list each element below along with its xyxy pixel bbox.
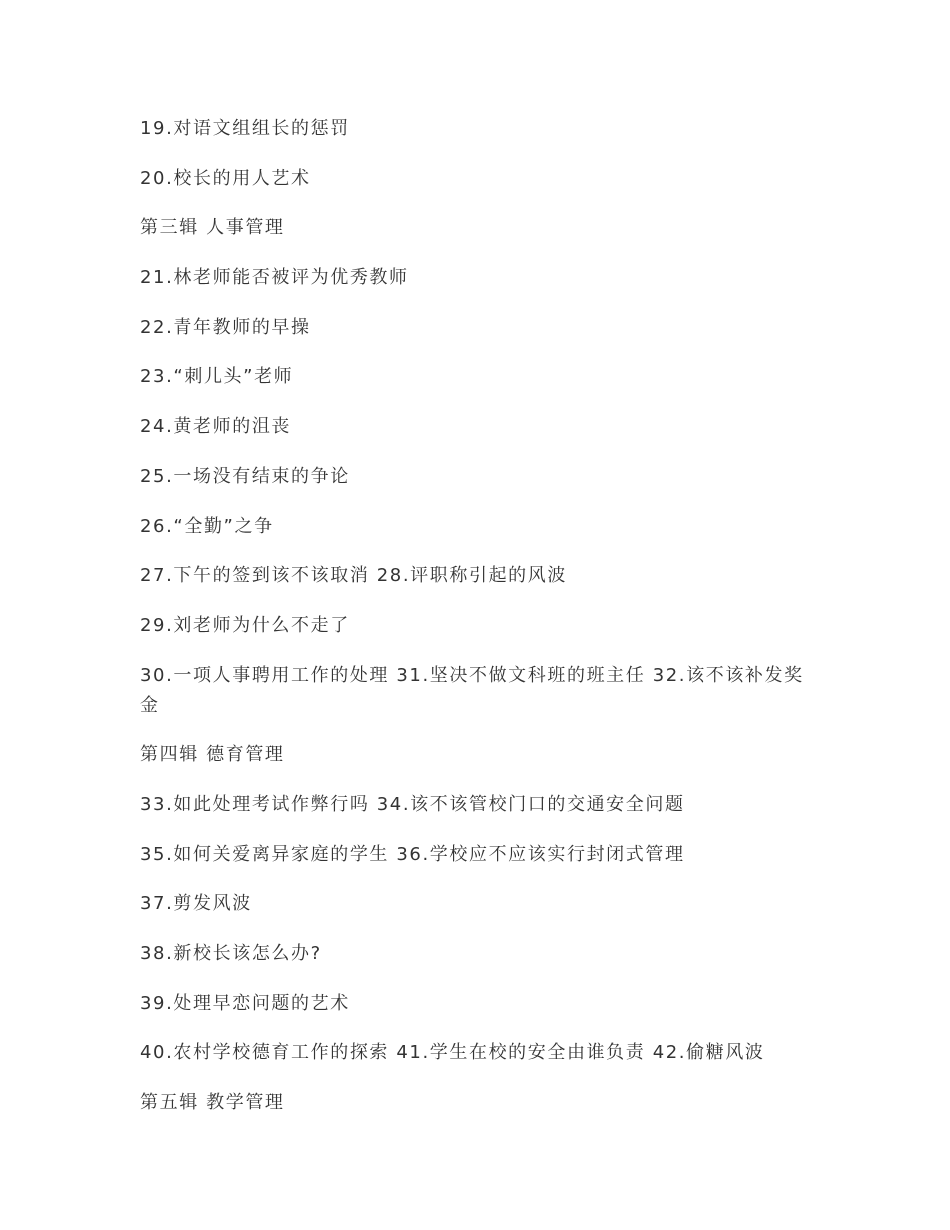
list-item: 23.“刺儿头”老师 [140,366,294,388]
list-item: 22.青年教师的早操 [140,316,311,338]
list-item: 38.新校长该怎么办? [140,943,322,964]
list-item: 24.黄老师的沮丧 [140,416,292,438]
list-item: 29.刘老师为什么不走了 [140,614,350,636]
list-item: 35.如何关爱离异家庭的学生 36.学校应不应该实行封闭式管理 [140,843,685,865]
list-item: 33.如此处理考试作弊行吗 34.该不该管校门口的交通安全问题 [140,793,685,815]
list-item: 19.对语文组组长的惩罚 [140,118,350,139]
section-heading: 第四辑 德育管理 [140,744,285,766]
list-item: 37.剪发风波 [140,893,252,915]
document-body [140,114,810,1138]
list-item: 26.“全勤”之争 [140,515,274,537]
list-item: 27.下午的签到该不该取消 28.评职称引起的风波 [140,565,567,587]
list-item: 25.一场没有结束的争论 [140,465,350,487]
list-item: 39.处理早恋问题的艺术 [140,992,350,1014]
section-heading: 第三辑 人事管理 [140,217,285,239]
list-item: 20.校长的用人艺术 [140,167,311,189]
section-heading: 第五辑 教学管理 [140,1092,285,1114]
list-item: 30.一项人事聘用工作的处理 31.坚决不做文科班的班主任 32.该不该补发奖金 [140,664,804,716]
list-item: 40.农村学校德育工作的探索 41.学生在校的安全由谁负责 42.偷糖风波 [140,1042,765,1064]
list-item: 21.林老师能否被评为优秀教师 [140,267,409,289]
